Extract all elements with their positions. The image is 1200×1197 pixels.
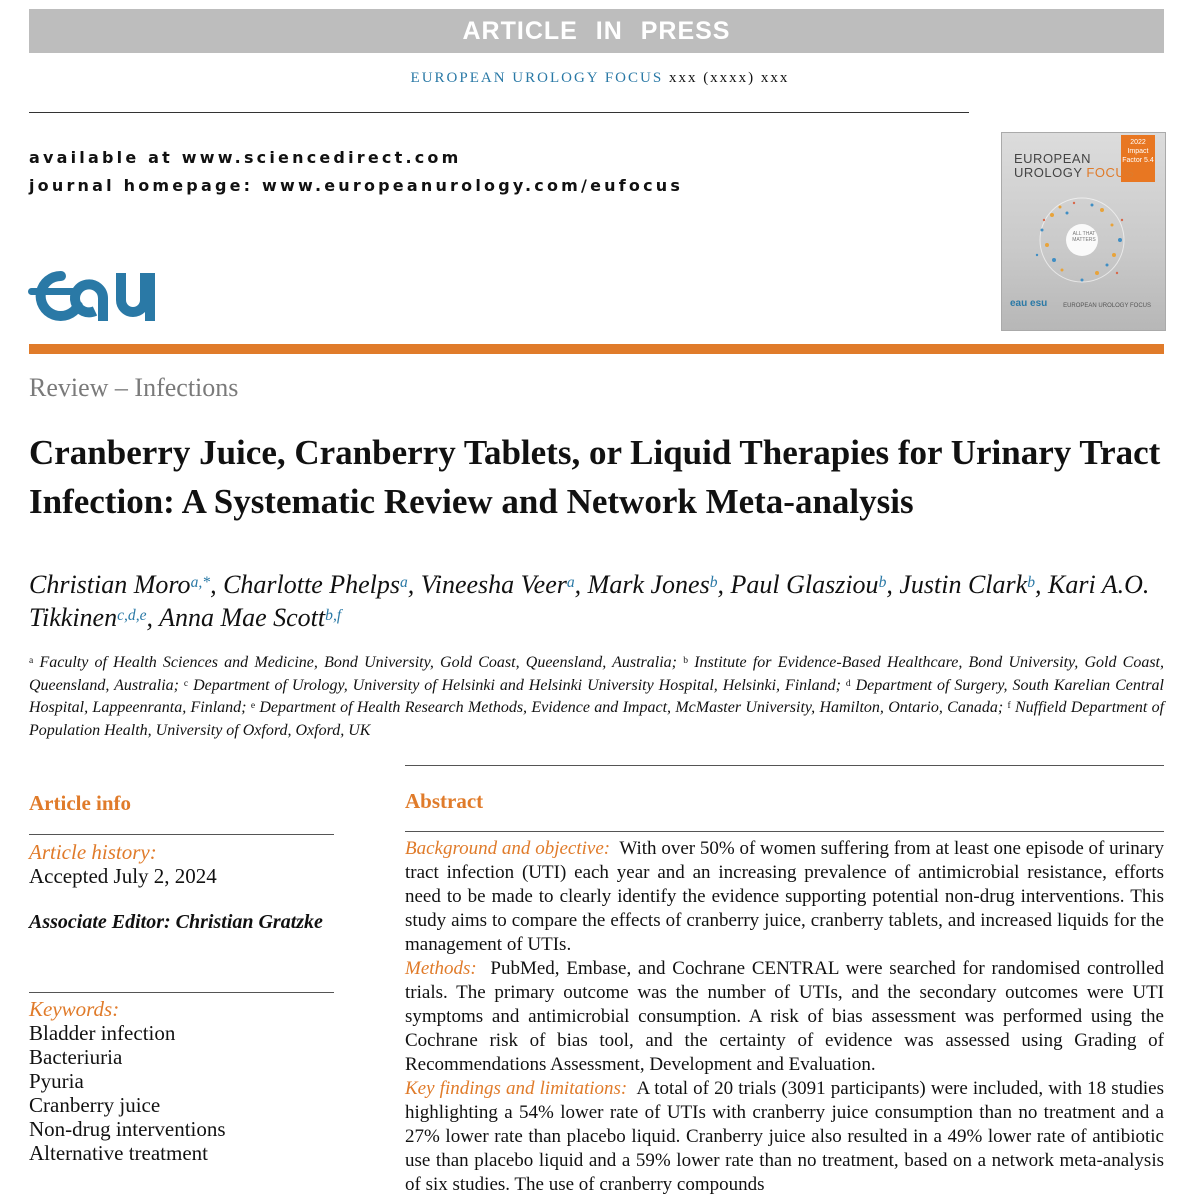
cover-title-line2: UROLOGY FOCUS xyxy=(1014,165,1135,180)
impact-factor-badge: 2022 Impact Factor 5.4 xyxy=(1121,135,1155,182)
author-name[interactable]: Mark Jones xyxy=(587,570,710,599)
sciencedirect-link[interactable]: available at www.sciencedirect.com xyxy=(29,148,462,167)
affiliation-marker: d xyxy=(845,677,851,689)
abstract-section-text: A total of 20 trials (3091 participants) were included, with 18 studies highlighting a 54% lower rate of UTIs with cranberry juice consumption than no treatment and a 27% lower rate than placebo liquid. Cranberry juice also resulted in a 49% lower rate of antibiotic use than placebo liquid and a 59% lower rate than no treatment, based on a network meta-analysis of six studies. The use of cranberry compounds xyxy=(405,1078,1165,1195)
article-in-press-banner: ARTICLE IN PRESS xyxy=(29,9,1164,53)
article-section-label: Review – Infections xyxy=(29,373,239,402)
author-name[interactable]: Anna Mae Scott xyxy=(159,603,326,632)
affiliation-divider xyxy=(405,765,1164,766)
author-affiliation-marker[interactable]: b,f xyxy=(325,607,342,624)
availability-block xyxy=(29,144,683,200)
header-divider xyxy=(29,112,969,113)
article-info-divider xyxy=(29,834,334,835)
affiliation-text: Department of Surgery, South Karelian Central Hospital, Lappeenranta, Finland; xyxy=(29,676,1164,716)
abstract-section-label: Background and objective: xyxy=(405,838,611,859)
keyword-item[interactable]: Pyuria xyxy=(29,1069,84,1093)
author-name[interactable]: Kari A.O. Tikkinen xyxy=(29,570,1150,632)
article-title: Cranberry Juice, Cranberry Tablets, or Liquid Therapies for Urinary Tract Infection: A Systematic Review and Network Meta-analysis xyxy=(29,433,1161,521)
abstract-section-label: Key findings and limitations: xyxy=(405,1078,628,1099)
abstract-section-text: With over 50% of women suffering from at least one episode of urinary tract infection (UTI) each year and an increasing prevalence of antimicrobial resistance, efforts need to be made to clearly identify the evidence supporting potential non-drug interventions. This study aims to compare the effects of cranberry juice, cranberry tablets, and increased liquids for the management of UTIs. xyxy=(405,838,1165,955)
abstract-section-label: Methods: xyxy=(405,958,477,979)
abstract-section-text: PubMed, Embase, and Cochrane CENTRAL were searched for randomised controlled trials. The primary outcome was the number of UTIs, and the secondary outcomes were UTI symptoms and antimicrobial consumption. A risk of bias assessment was performed using the Cochrane risk of bias tool, and the certainty of evidence was assessed using Grading of Recommendations Assessment, Development and Evaluation. xyxy=(405,958,1165,1075)
cover-title-line1: EUROPEAN xyxy=(1014,151,1091,166)
affiliation-text: Department of Urology, University of Helsinki and Helsinki University Hospital, Helsinki, Finland; xyxy=(188,676,841,694)
journal-citation: xxx (xxxx) xxx xyxy=(668,70,790,86)
author-name[interactable]: Christian Moro xyxy=(29,570,191,599)
affiliation-marker: b xyxy=(683,655,688,666)
cover-center-text: ALL THAT MATTERS xyxy=(1072,231,1096,243)
keywords-label: Keywords: xyxy=(29,997,120,1021)
cover-eau-esu-logo: eau esu xyxy=(1010,298,1048,309)
keyword-item[interactable]: Bladder infection xyxy=(29,1021,176,1045)
author-name[interactable]: Vineesha Veer xyxy=(420,570,567,599)
affiliations xyxy=(29,652,1164,742)
keywords-divider xyxy=(29,992,334,993)
associate-editor: Associate Editor: Christian Gratzke xyxy=(29,911,323,933)
affiliation-text: Nuffield Department of Population Health, University of Oxford, Oxford, UK xyxy=(29,699,1165,739)
author-name[interactable]: Paul Glasziou xyxy=(730,570,879,599)
eau-logo-mark xyxy=(28,266,160,326)
accepted-date: Accepted July 2, 2024 xyxy=(29,864,217,888)
keyword-list xyxy=(29,1021,226,1165)
author-affiliation-marker[interactable]: a xyxy=(400,574,408,591)
article-info-heading: Article info xyxy=(29,791,132,815)
affiliation-marker: f xyxy=(1007,700,1011,711)
affiliation-text: Department of Health Research Methods, Evidence and Impact, McMaster University, Hamilton, Ontario, Canada; xyxy=(255,699,1004,716)
author-affiliation-marker[interactable]: a xyxy=(566,574,575,591)
article-history-label: Article history: xyxy=(29,840,157,864)
keyword-item[interactable]: Bacteriuria xyxy=(29,1045,123,1069)
author-name[interactable]: Charlotte Phelps xyxy=(223,570,400,599)
abstract-body xyxy=(405,837,1164,1197)
author-affiliation-marker[interactable]: b xyxy=(709,574,718,591)
author-affiliation-marker[interactable]: a,* xyxy=(190,574,211,591)
keyword-item[interactable]: Alternative treatment xyxy=(29,1141,209,1165)
cover-footer-journal: EUROPEAN UROLOGY FOCUS xyxy=(1063,303,1151,309)
abstract-divider xyxy=(405,831,1164,832)
author-affiliation-marker[interactable]: c,d,e xyxy=(117,607,147,624)
journal-homepage-link[interactable]: journal homepage: www.europeanurology.com/eufocus xyxy=(29,176,684,195)
journal-name-link[interactable]: EUROPEAN UROLOGY FOCUS xyxy=(410,70,664,86)
affiliation-marker: c xyxy=(183,677,189,689)
keyword-item[interactable]: Cranberry juice xyxy=(29,1093,161,1117)
affiliation-marker: e xyxy=(250,700,256,711)
abstract-heading: Abstract xyxy=(405,789,484,813)
keyword-item[interactable]: Non-drug interventions xyxy=(29,1117,226,1141)
journal-citation-line xyxy=(0,70,1200,87)
eau-logo xyxy=(28,266,160,331)
affiliation-text: Institute for Evidence-Based Healthcare, Bond University, Gold Coast, Queensland, Australia; xyxy=(29,654,1165,694)
affiliation-marker: a xyxy=(29,655,34,666)
affiliation-text: Faculty of Health Sciences and Medicine, Bond University, Gold Coast, Queensland, Australia; xyxy=(33,654,677,671)
author-affiliation-marker[interactable]: b xyxy=(1027,574,1035,591)
author-affiliation-marker[interactable]: b xyxy=(878,574,887,591)
orange-divider xyxy=(29,344,1164,354)
journal-cover-thumbnail[interactable] xyxy=(1001,132,1166,331)
author-name[interactable]: Justin Clark xyxy=(899,570,1028,599)
author-list: Christian Moro$^{a,*}$, Charlotte Phelps$^a$, Vineesha Veer$^a$, Mark Jones$^b$, Paul Glasziou$^b$, Justin Clark$^b$, Kari A.O. Tikkinen$^{c,d,e}$, Anna Mae Scott$^{b,f}$ xyxy=(29,570,1150,632)
